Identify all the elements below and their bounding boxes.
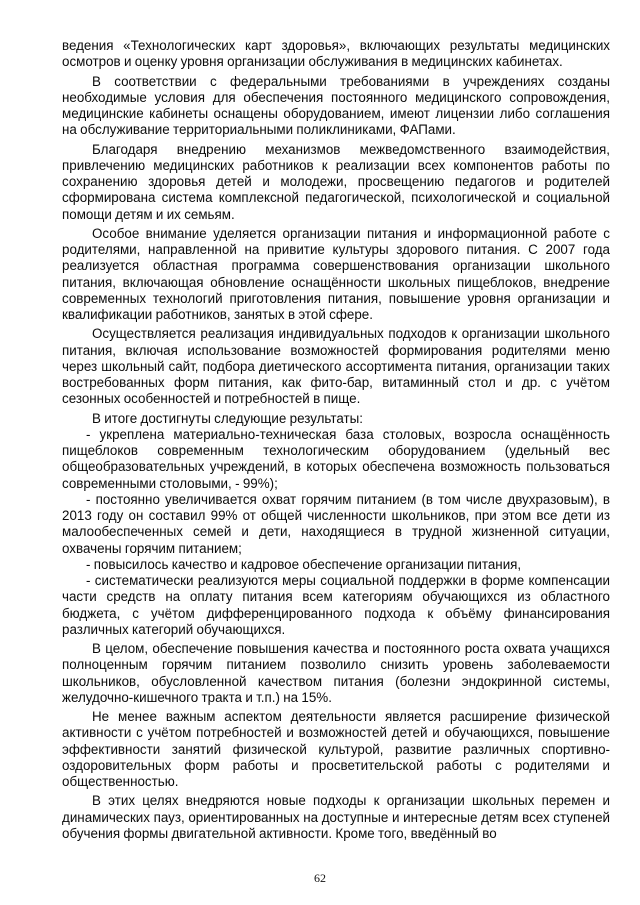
list-item-social-support: - систематически реализуются меры социальной поддержки в форме компенсации части средств на оплату питания всем категориям обучающихся из областного бюджета, с учётом дифференцированного подхода к объёму финансирования различных категорий обучающихся. — [62, 573, 610, 637]
page-number: 62 — [314, 871, 326, 885]
paragraph-health-cards: ведения «Технологических карт здоровья», включающих результаты медицинских осмотров и оценку уровня организации обслуживания в медицинских кабинетах. — [62, 38, 610, 70]
paragraph-nutrition-organization: Особое внимание уделяется организации питания и информационной работе с родителями, направленной на привитие культуры здорового питания. С 2007 года реализуется областная программа совершенствования организации школьного питания, включающая обновление оснащённости школьных пищеблоков, внедрение современных технологий приготовления питания, повышение уровня организации и квалификации работников, занятых в этой сфере. — [62, 225, 610, 322]
paragraph-results-intro: В итоге достигнуты следующие результаты: — [92, 410, 363, 426]
paragraph-interagency-cooperation: Благодаря внедрению механизмов межведомственного взаимодействия, привлечению медицинских работников к реализации всех компонентов работы по сохранению здоровья детей и молодежи, просвещению педагогов и родителей сформирована система комплексной педагогической, психологической и социальной помощи детям и их семьям. — [62, 141, 610, 222]
paragraph-federal-requirements: В соответствии с федеральными требованиями в учреждениях созданы необходимые условия для обеспечения постоянного медицинского сопровождения, медицинские кабинеты оснащены оборудованием, имеют лицензии либо соглашения на обслуживание территориальными поликлиниками, ФАПами. — [62, 73, 610, 138]
list-item-hot-meals-coverage: - постоянно увеличивается охват горячим питанием (в том числе двухразовым), в 2013 году он составил 99% от общей численности школьников, при этом все дети из малообеспеченных семей и дети, находящиеся в трудной жизненной ситуации, охвачены горячим питанием; — [62, 491, 610, 556]
paragraph-breaks-and-pauses: В этих целях внедряются новые подходы к организации школьных перемен и динамических пауз, ориентированных на доступные и интересные детям всех ступеней обучения формы двигательной активности. Кроме того, введённый во — [62, 793, 610, 841]
paragraph-individual-approaches: Осуществляется реализация индивидуальных подходов к организации школьного питания, включая использование возможностей формирования родителями меню через школьный сайт, подбора диетического ассортимента питания, организации таких востребованных форм питания, как фито-бар, витаминный стол и др. с учётом сезонных особенностей и потребностей в пище. — [62, 326, 610, 407]
document-body — [62, 38, 610, 842]
paragraph-physical-activity: Не менее важным аспектом деятельности является расширение физической активности с учётом потребностей и возможностей детей и обучающихся, повышение эффективности занятий физической культурой, развитие различных спортивно-оздоровительных форм работы и просветительской работы с родителями и общественностью. — [62, 709, 610, 789]
paragraph-overall-effect: В целом, обеспечение повышения качества и постоянного роста охвата учащихся полноценным горячим питанием позволило снизить уровень заболеваемости школьников, обусловленной качеством питания (болезни эндокринной системы, желудочно-кишечного тракта и т.п.) на 15%. — [62, 641, 610, 705]
list-item-canteen-equipment: - укреплена материально-техническая база столовых, возросла оснащённость пищеблоков современным технологическим оборудованием (удельный вес общеобразовательных учреждений, в которых обеспечена возможность пользоваться современными столовыми, - 99%); — [62, 426, 610, 491]
list-item-staffing-quality: - повысилось качество и кадровое обеспечение организации питания, — [86, 556, 522, 572]
